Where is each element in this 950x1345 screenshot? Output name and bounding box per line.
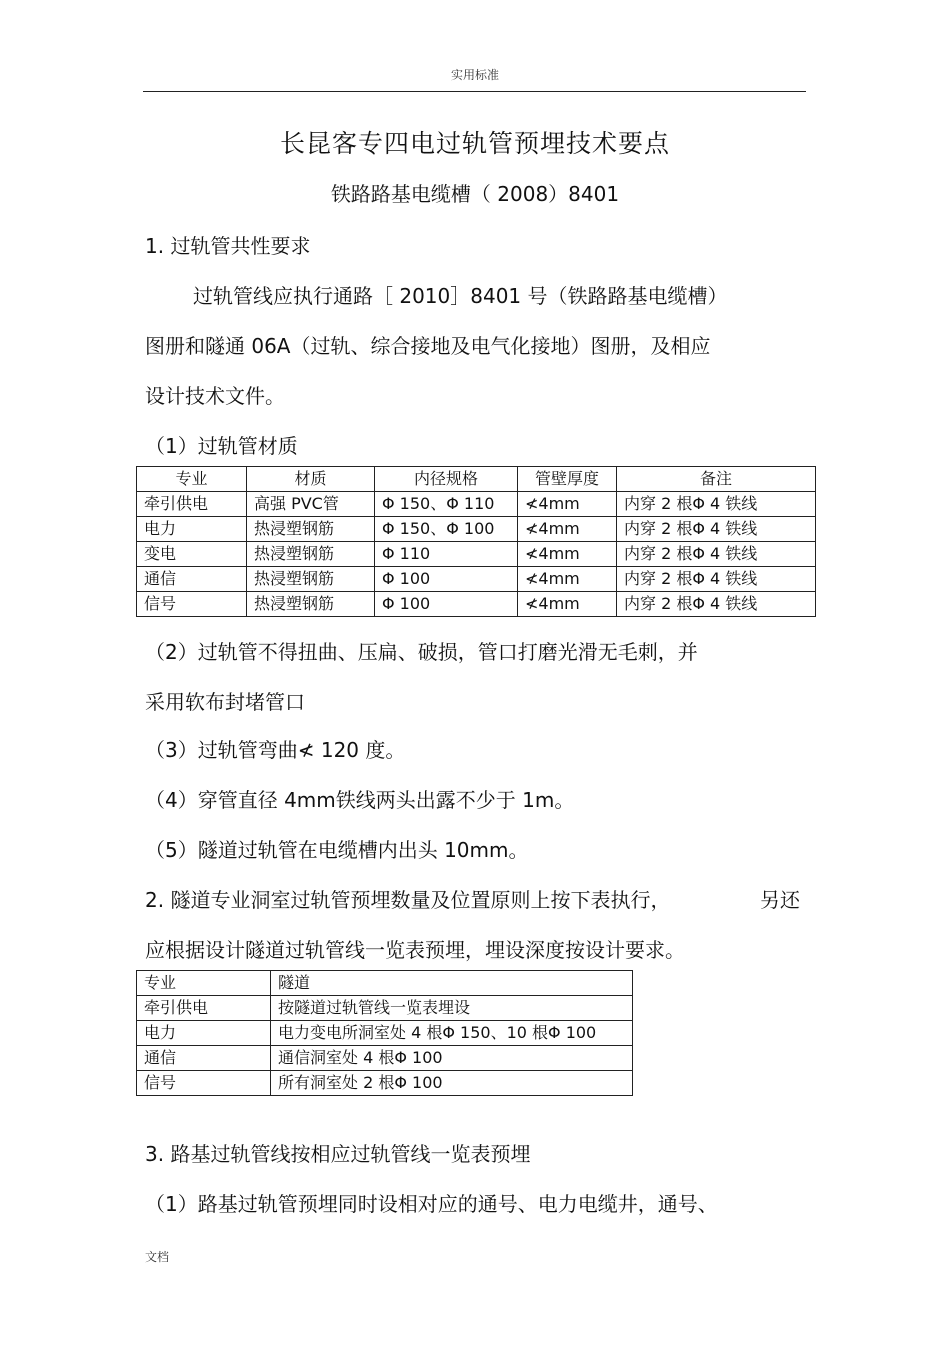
table-cell: Φ 150、Φ 110 [375,492,518,517]
table-cell: ≮4mm [518,517,617,542]
table-cell: 内穿 2 根Φ 4 铁线 [617,567,816,592]
section-2-heading: 2. 隧道专业洞室过轨管预埋数量及位置原则上按下表执行， [145,888,671,912]
table-cell: 牵引供电 [137,492,247,517]
table-cell: 所有洞室处 2 根Φ 100 [271,1071,633,1096]
table-cell: 内穿 2 根Φ 4 铁线 [617,592,816,617]
table-cell: Φ 150、Φ 100 [375,517,518,542]
section-2-paragraph: 应根据设计隧道过轨管线一览表预埋，埋设深度按设计要求。 [145,938,685,962]
section-3-heading: 3. 路基过轨管线按相应过轨管线一览表预埋 [145,1142,531,1166]
table-cell: 电力 [137,1021,271,1046]
table-header-cell: 内径规格 [375,467,518,492]
table-header-cell: 备注 [617,467,816,492]
table-cell: 通信 [137,1046,271,1071]
item-1-material: （1）过轨管材质 [145,434,298,458]
table-header-cell: 材质 [247,467,375,492]
item-4: （4）穿管直径 4mm铁线两头出露不少于 1m。 [145,788,575,812]
table-cell: 内穿 2 根Φ 4 铁线 [617,542,816,567]
table-header-cell: 专业 [137,971,271,996]
table-cell: 电力 [137,517,247,542]
section-1-heading: 1. 过轨管共性要求 [145,234,311,258]
page-header: 实用标准 [450,68,499,82]
item-2-line-2: 采用软布封堵管口 [145,690,305,714]
table-cell: 热浸塑钢筋 [247,592,375,617]
section-1-paragraph-line-1: 过轨管线应执行通路［ 2010］8401 号（铁路路基电缆槽） [193,284,728,308]
document-subtitle: 铁路路基电缆槽（ 2008）8401 [330,182,620,206]
table-cell: 信号 [137,1071,271,1096]
table-cell: 信号 [137,592,247,617]
material-table [136,466,816,617]
table-header-cell: 专业 [137,467,247,492]
table-cell: ≮4mm [518,592,617,617]
table-cell: Φ 100 [375,567,518,592]
table-cell: 按隧道过轨管线一览表埋设 [271,996,633,1021]
section-2-heading-tail: 另还 [760,888,800,912]
item-5: （5）隧道过轨管在电缆槽内出头 10mm。 [145,838,529,862]
document-title: 长昆客专四电过轨管预埋技术要点 [279,129,670,158]
table-cell: ≮4mm [518,567,617,592]
section-1-paragraph-line-3: 设计技术文件。 [145,384,285,408]
table-row [137,492,816,517]
table-row [137,996,633,1021]
table-row [137,1046,633,1071]
table-cell: 热浸塑钢筋 [247,567,375,592]
table-cell: 高强 PVC管 [247,492,375,517]
table-header-cell: 管壁厚度 [518,467,617,492]
table-header-row [137,467,816,492]
section-1-paragraph-line-2: 图册和隧通 06A（过轨、综合接地及电气化接地）图册，及相应 [145,334,711,358]
tunnel-table [136,970,633,1096]
table-row [137,592,816,617]
table-cell: Φ 100 [375,592,518,617]
table-cell: 牵引供电 [137,996,271,1021]
table-header-row [137,971,633,996]
item-3: （3）过轨管弯曲≮ 120 度。 [145,738,406,762]
table-cell: 电力变电所洞室处 4 根Φ 150、10 根Φ 100 [271,1021,633,1046]
table-cell: 通信 [137,567,247,592]
table-cell: 热浸塑钢筋 [247,542,375,567]
table-row [137,517,816,542]
page-footer: 文档 [145,1250,170,1264]
table-cell: ≮4mm [518,542,617,567]
item-2-line-1: （2）过轨管不得扭曲、压扁、破损，管口打磨光滑无毛刺，并 [145,640,698,664]
table-row [137,1021,633,1046]
table-cell: Φ 110 [375,542,518,567]
table-cell: 内穿 2 根Φ 4 铁线 [617,517,816,542]
table-cell: 内穿 2 根Φ 4 铁线 [617,492,816,517]
table-row [137,1071,633,1096]
table-row [137,567,816,592]
table-header-cell: 隧道 [271,971,633,996]
section-3-item-1: （1）路基过轨管预埋同时设相对应的通号、电力电缆井，通号、 [145,1192,718,1216]
table-cell: ≮4mm [518,492,617,517]
table-cell: 热浸塑钢筋 [247,517,375,542]
table-row [137,542,816,567]
table-cell: 通信洞室处 4 根Φ 100 [271,1046,633,1071]
table-cell: 变电 [137,542,247,567]
header-rule [143,91,806,92]
